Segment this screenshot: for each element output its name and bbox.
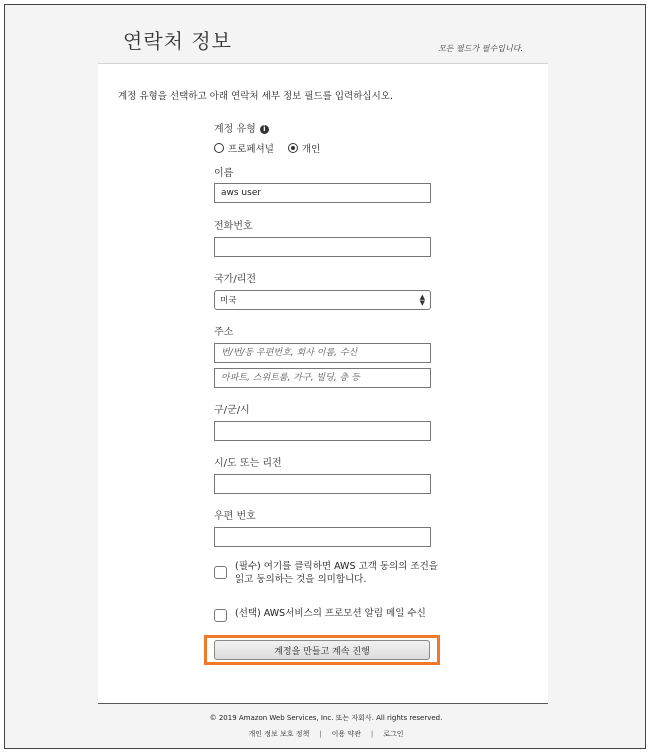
- phone-input[interactable]: [214, 237, 431, 257]
- instructions: 계정 유형을 선택하고 아래 연락처 세부 정보 필드를 입력하십시오.: [118, 91, 393, 102]
- info-icon[interactable]: i: [260, 125, 269, 134]
- radio-professional[interactable]: [214, 143, 224, 153]
- agree-optional-checkbox[interactable]: [214, 609, 227, 622]
- required-note: 모든 필드가 필수입니다.: [438, 44, 523, 53]
- copyright: © 2019 Amazon Web Services, Inc. 또는 자회사. All rights reserved.: [209, 714, 443, 722]
- contact-form-card: [98, 63, 548, 703]
- radio-personal[interactable]: [288, 143, 298, 153]
- footer-divider: [98, 703, 548, 704]
- agree-required-row[interactable]: [214, 560, 439, 586]
- footer-separator: |: [319, 730, 322, 738]
- footer-separator: |: [370, 730, 374, 738]
- postal-input[interactable]: [214, 527, 431, 547]
- account-type-options: [214, 141, 334, 155]
- name-label: 이름: [214, 168, 234, 179]
- footer-links: [0, 729, 652, 739]
- account-type-label-text: 계정 유형: [214, 124, 256, 135]
- select-arrows-icon: ▲ ▼: [419, 293, 425, 307]
- postal-label: 우편 번호: [214, 511, 256, 522]
- privacy-link[interactable]: 개인 정보 보호 정책: [248, 730, 310, 738]
- address-label: 주소: [214, 327, 234, 338]
- create-account-button[interactable]: 계정을 만들고 계속 진행: [214, 640, 430, 660]
- agree-optional-text: (선택) AWS서비스의 프로모션 알림 메일 수신: [235, 608, 426, 619]
- name-input[interactable]: [214, 183, 431, 203]
- state-input[interactable]: [214, 474, 431, 494]
- agree-required-text: (필수) 여기를 클릭하면 AWS 고객 동의의 조건을 읽고 동의하는 것을 의미합니다.: [235, 561, 438, 585]
- state-label: 시/도 또는 리전: [214, 458, 282, 469]
- city-input[interactable]: [214, 421, 431, 441]
- agree-optional-row[interactable]: [214, 607, 439, 622]
- account-type-label: [214, 120, 269, 135]
- city-label: 구/군/시: [214, 405, 250, 416]
- agree-required-checkbox[interactable]: [214, 566, 227, 579]
- radio-professional-label[interactable]: 프로페셔널: [228, 144, 274, 155]
- country-label: 국가/리전: [214, 274, 257, 285]
- radio-personal-label[interactable]: 개인: [301, 144, 321, 155]
- address-line1-input[interactable]: [214, 343, 431, 363]
- phone-label: 전화번호: [214, 221, 253, 232]
- terms-link[interactable]: 이용 약관: [331, 730, 361, 738]
- page-title: 연락처 정보: [123, 29, 232, 53]
- country-select[interactable]: [214, 290, 431, 310]
- login-link[interactable]: 로그인: [383, 730, 404, 738]
- country-select-value: 미국: [220, 296, 237, 306]
- address-line2-input[interactable]: [214, 368, 431, 388]
